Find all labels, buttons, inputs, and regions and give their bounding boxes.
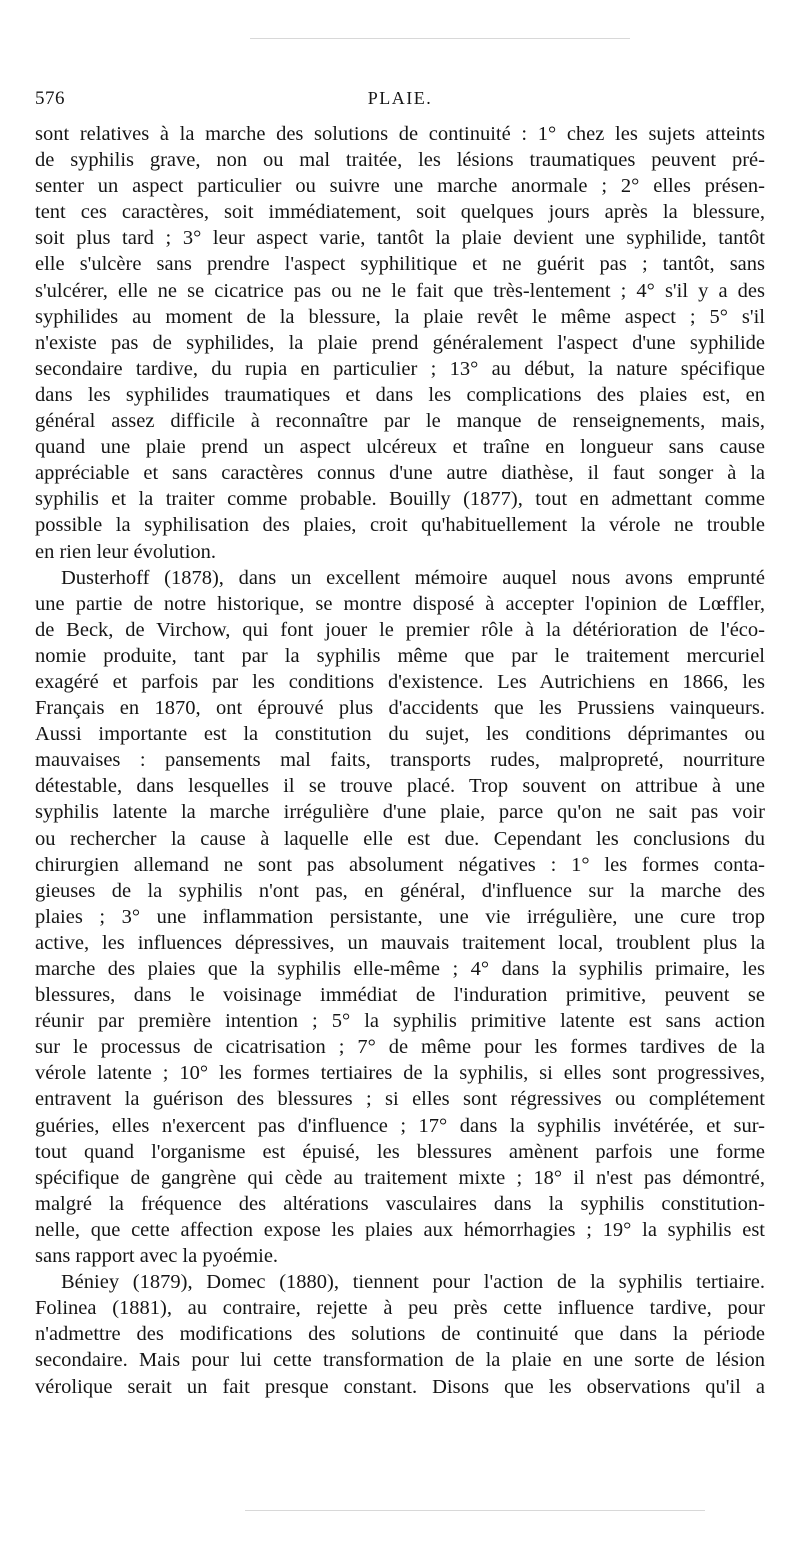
text-line: marche des plaies que la syphilis elle-même ; 4° dans la syphilis primaire, les <box>35 958 765 980</box>
text-line: syphilides au moment de la blessure, la plaie revêt le même aspect ; 5° s'il <box>35 305 765 328</box>
text-line: tent ces caractères, soit immédiatement, soit quelques jours après la blessure, <box>35 201 765 224</box>
text-line: en rien leur évolution. <box>35 540 217 563</box>
text-line: plaies ; 3° une inflammation persistante, une vie irrégulière, une cure trop <box>35 905 765 928</box>
text-line: Folinea (1881), au contraire, rejette à peu près cette influence tardive, pour <box>35 1297 765 1320</box>
text-line: senter un aspect particulier ou suivre une marche anormale ; 2° elles présen- <box>35 175 765 198</box>
text-line: général assez difficile à reconnaître par le manque de renseignements, mais, <box>35 410 765 433</box>
text-line: une partie de notre historique, se montre disposé à accepter l'opinion de Lœffler, <box>35 592 765 615</box>
text-line: détestable, dans lesquelles il se trouve placé. Trop souvent on attribue à une <box>35 775 765 798</box>
text-line: soit plus tard ; 3° leur aspect varie, tantôt la plaie devient une syphilide, tantôt <box>35 227 765 250</box>
text-line: de syphilis grave, non ou mal traitée, les lésions traumatiques peuvent pré- <box>35 149 765 172</box>
text-line: appréciable et sans caractères connus d'une autre diathèse, il faut songer à la <box>35 462 765 485</box>
text-line: syphilis et la traiter comme probable. Bouilly (1877), tout en admettant comme <box>35 488 765 511</box>
text-line: sont relatives à la marche des solutions de continuité : 1° chez les sujets atteints <box>35 123 765 145</box>
text-line: mauvaises : pansements mal faits, transports rudes, malpropreté, nourriture <box>35 749 765 772</box>
text-line: tout quand l'organisme est épuisé, les blessures amènent parfois une forme <box>35 1140 765 1163</box>
text-line: active, les influences dépressives, un mauvais traitement local, troublent plus la <box>35 931 765 954</box>
scan-artifact-top <box>250 38 630 39</box>
text-line: sans rapport avec la pyoémie. <box>35 1245 279 1268</box>
text-line: exagéré et parfois par les conditions d'existence. Les Autrichiens en 1866, les <box>35 670 765 693</box>
text-line: vérolique serait un fait presque constant. Disons que les observations qu'il a <box>35 1375 765 1398</box>
body-text <box>35 121 765 1400</box>
text-line: Aussi importante est la constitution du sujet, les conditions déprimantes ou <box>35 723 765 746</box>
text-line: Français en 1870, ont éprouvé plus d'accidents que les Prussiens vainqueurs. <box>35 697 765 720</box>
text-line: secondaire tardive, du rupia en particulier ; 13° au début, la nature spécifique <box>35 357 765 380</box>
text-line: ou rechercher la cause à laquelle elle est due. Cependant les conclusions du <box>35 827 765 850</box>
text-line: spécifique de gangrène qui cède au traitement mixte ; 18° il n'est pas démontré, <box>35 1166 765 1189</box>
running-title: PLAIE. <box>367 88 433 108</box>
text-line: gieuses de la syphilis n'ont pas, en général, d'influence sur la marche des <box>35 879 765 902</box>
text-line: n'existe pas de syphilides, la plaie prend généralement l'aspect d'une syphilide <box>35 331 765 354</box>
text-line: réunir par première intention ; 5° la syphilis primitive latente est sans action <box>35 1010 765 1033</box>
text-line: s'ulcérer, elle ne se cicatrice pas ou ne le fait que très-lentement ; 4° s'il y a des <box>35 279 765 302</box>
text-line: dans les syphilides traumatiques et dans les complications des plaies est, en <box>35 383 765 406</box>
text-line: elle s'ulcère sans prendre l'aspect syphilitique et ne guérit pas ; tantôt, sans <box>35 253 765 276</box>
page-number: 576 <box>35 88 65 109</box>
text-line: syphilis latente la marche irrégulière d'une plaie, parce qu'on ne sait pas voir <box>35 801 765 824</box>
text-line: nomie produite, tant par la syphilis même que par le traitement mercuriel <box>35 644 765 667</box>
text-line: chirurgien allemand ne sont pas absolument négatives : 1° les formes conta- <box>35 853 765 876</box>
text-line: Dusterhoff (1878), dans un excellent mémoire auquel nous avons emprunté <box>61 566 765 589</box>
text-line: possible la syphilisation des plaies, croit qu'habituellement la vérole ne trouble <box>35 514 765 537</box>
text-line: vérole latente ; 10° les formes tertiaires de la syphilis, si elles sont progressives, <box>35 1062 765 1085</box>
text-line: nelle, que cette affection expose les plaies aux hémorrhagies ; 19° la syphilis est <box>35 1218 765 1241</box>
text-line: entravent la guérison des blessures ; si elles sont régressives ou complétement <box>35 1088 765 1111</box>
text-line: Béniey (1879), Domec (1880), tiennent pour l'action de la syphilis tertiaire. <box>61 1271 765 1294</box>
text-line: quand une plaie prend un aspect ulcéreux et traîne en longueur sans cause <box>35 436 765 459</box>
scan-artifact-bottom <box>245 1510 705 1511</box>
text-line: de Beck, de Virchow, qui font jouer le premier rôle à la détérioration de l'éco- <box>35 618 765 641</box>
text-line: sur le processus de cicatrisation ; 7° de même pour les formes tardives de la <box>35 1036 765 1059</box>
text-line: n'admettre des modifications des solutions de continuité que dans la période <box>35 1323 765 1346</box>
text-line: guéries, elles n'exercent pas d'influence ; 17° dans la syphilis invétérée, et sur- <box>35 1114 765 1137</box>
text-line: malgré la fréquence des altérations vasculaires dans la syphilis constitution- <box>35 1192 765 1215</box>
text-line: secondaire. Mais pour lui cette transformation de la plaie en une sorte de lésion <box>35 1349 765 1372</box>
page-header <box>35 88 765 118</box>
text-line: blessures, dans le voisinage immédiat de l'induration primitive, peuvent se <box>35 984 765 1007</box>
